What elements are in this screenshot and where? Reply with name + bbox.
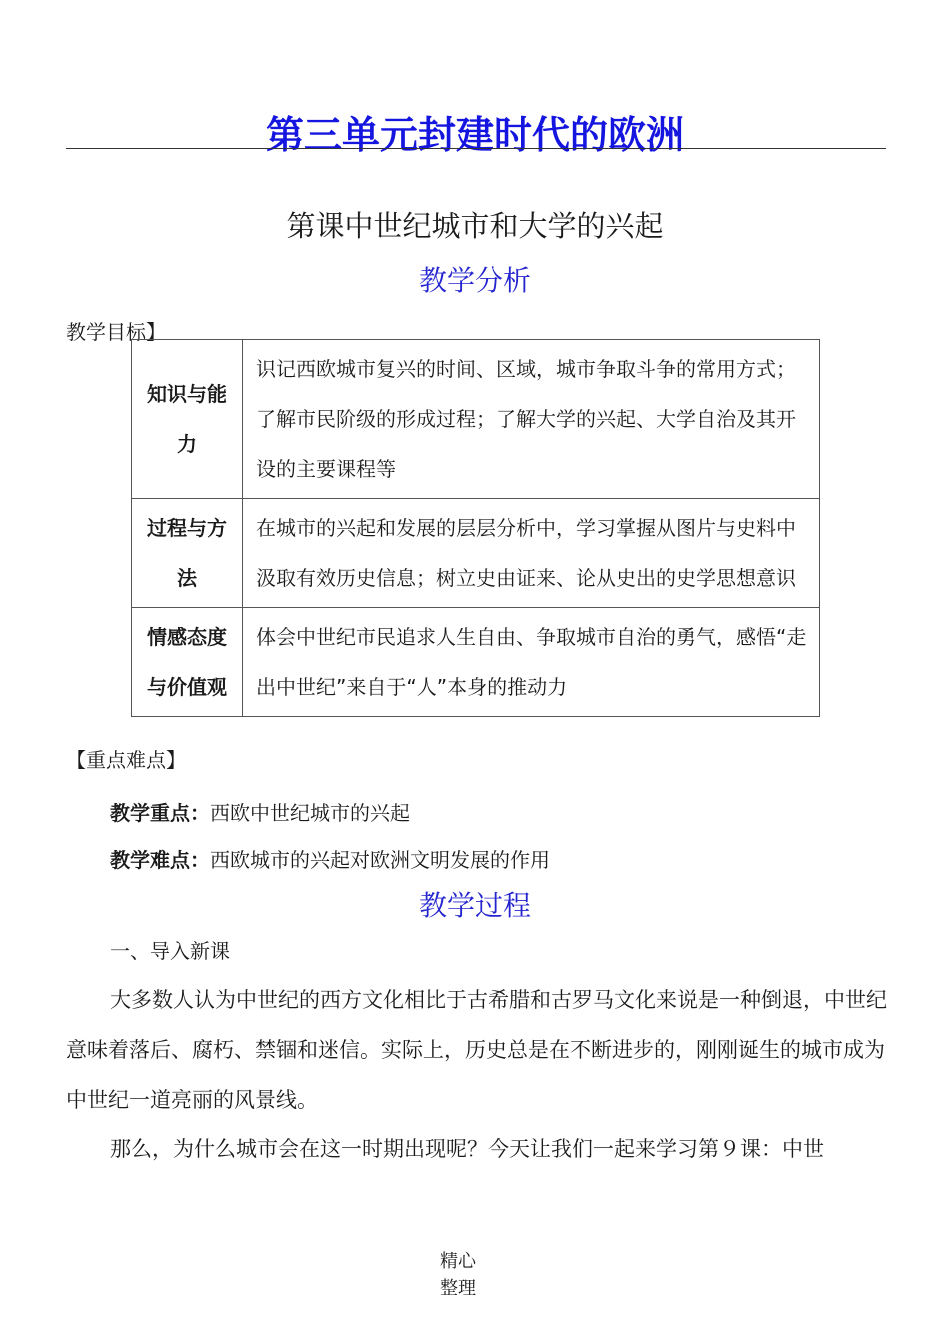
keypoints-label: 【重点难点】 <box>66 748 186 772</box>
goal-label: 过程与方 法 <box>132 499 243 608</box>
focus-text: 西欧中世纪城市的兴起 <box>210 801 410 825</box>
footer-note <box>440 1248 476 1302</box>
process-heading: 教学过程 <box>418 889 531 922</box>
goals-label: 教学目标】 <box>66 320 166 344</box>
goal-text: 识记西欧城市复兴的时间、区域，城市争取斗争的常用方式；了解市民阶级的形成过程；了解大学的兴起、大学自治及其开设的主要课程等 <box>243 340 820 499</box>
paragraph <box>66 1124 888 1174</box>
footer-line: 整理 <box>440 1278 476 1299</box>
difficulty-label: 教学难点： <box>110 848 210 872</box>
table-row <box>132 499 820 608</box>
difficulty-text: 西欧城市的兴起对欧洲文明发展的作用 <box>210 848 550 872</box>
analysis-heading: 教学分析 <box>418 264 531 297</box>
paragraph-text: 那么，为什么城市会在这一时期出现呢？今天让我们一起来学习第９课：中世 <box>110 1137 824 1161</box>
paragraph <box>66 975 888 1125</box>
table-row <box>132 340 820 499</box>
teaching-difficulty <box>110 844 550 873</box>
footer-line: 精心 <box>440 1251 476 1272</box>
intro-heading: 一、导入新课 <box>110 939 230 963</box>
goal-label: 知识与能 力 <box>132 340 243 499</box>
goal-text: 在城市的兴起和发展的层层分析中，学习掌握从图片与史料中汲取有效历史信息；树立史由证来、论从史出的史学思想意识 <box>243 499 820 608</box>
teaching-focus <box>110 797 410 826</box>
table-row <box>132 608 820 717</box>
goal-label: 情感态度 与价值观 <box>132 608 243 717</box>
unit-title: 第三单元封建时代的欧洲 <box>265 113 684 157</box>
title-underline <box>66 148 886 149</box>
paragraph-text: 大多数人认为中世纪的西方文化相比于古希腊和古罗马文化来说是一种倒退，中世纪意味着落后、腐朽、禁锢和迷信。实际上，历史总是在不断进步的，刚刚诞生的城市成为中世纪一道亮丽的风景线。 <box>66 988 887 1112</box>
lesson-title: 第课中世纪城市和大学的兴起 <box>286 209 664 243</box>
goal-text: 体会中世纪市民追求人生自由、争取城市自治的勇气，感悟“走出中世纪”来自于“人”本身的推动力 <box>243 608 820 717</box>
goals-table <box>131 339 820 717</box>
focus-label: 教学重点： <box>110 801 210 825</box>
